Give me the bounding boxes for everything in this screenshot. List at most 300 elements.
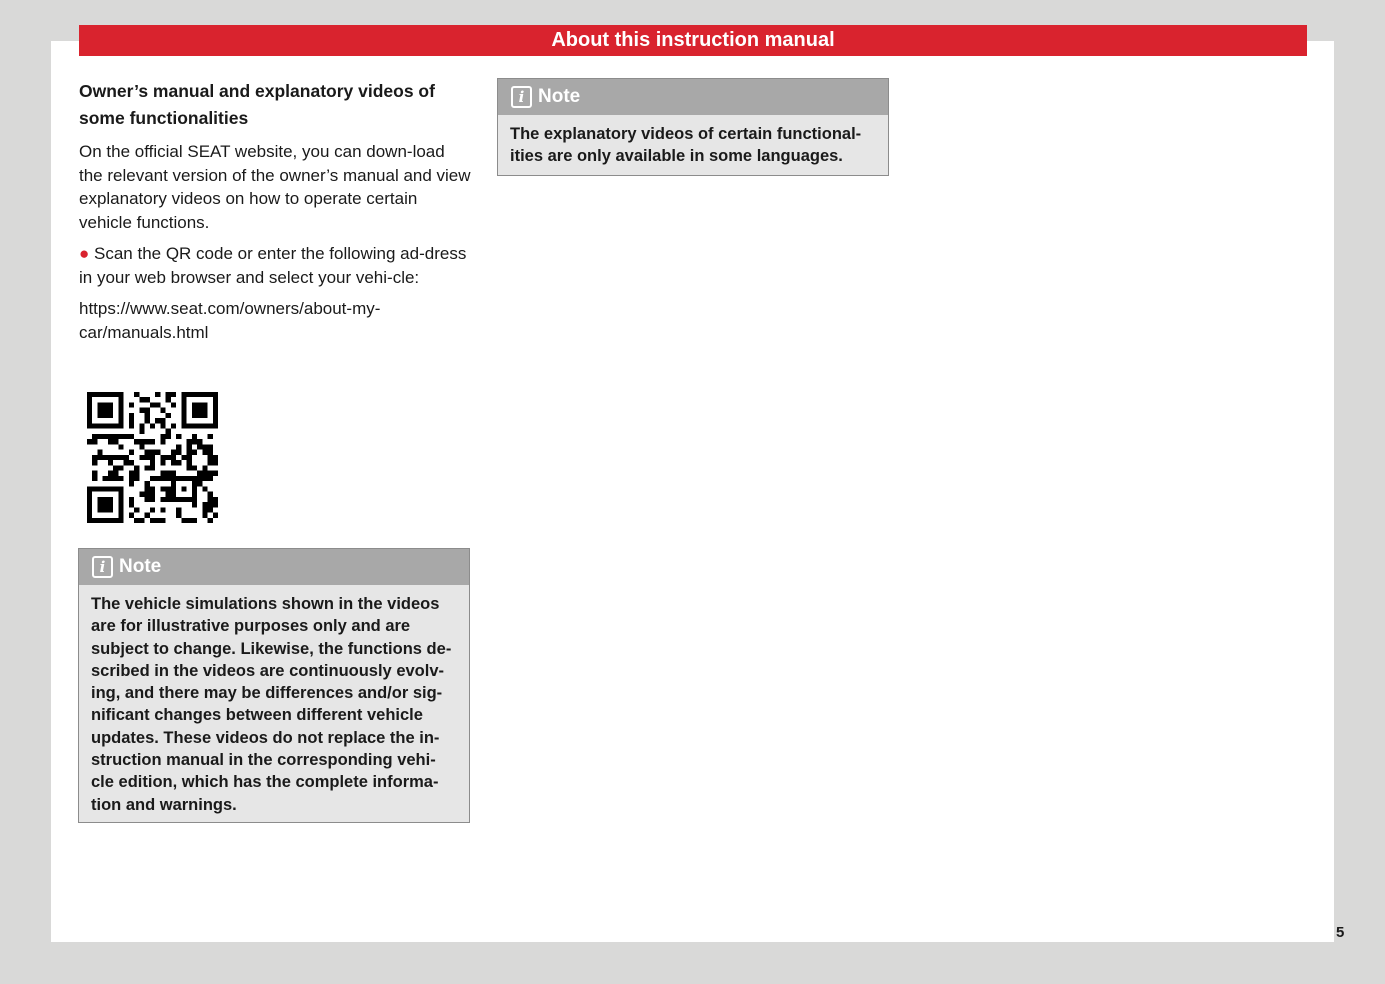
- qr-module: [139, 492, 144, 497]
- qr-module: [202, 465, 207, 470]
- qr-module: [181, 518, 186, 523]
- qr-module: [97, 486, 102, 491]
- bullet-text: Scan the QR code or enter the following ad-dress in your web browser and select your vehi-cle:: [79, 244, 467, 287]
- qr-module: [160, 434, 165, 439]
- qr-module: [139, 444, 144, 449]
- qr-module: [176, 507, 181, 512]
- qr-module: [150, 455, 155, 460]
- qr-module: [150, 476, 155, 481]
- qr-module: [160, 460, 165, 465]
- qr-module: [92, 486, 97, 491]
- qr-module: [171, 455, 176, 460]
- qr-module: [208, 392, 213, 397]
- qr-module: [160, 418, 165, 423]
- qr-module: [187, 450, 192, 455]
- qr-module: [92, 460, 97, 465]
- qr-module: [124, 460, 129, 465]
- qr-module: [129, 434, 134, 439]
- qr-module: [92, 518, 97, 523]
- qr-module: [97, 408, 102, 413]
- qr-module: [155, 402, 160, 407]
- qr-module: [160, 408, 165, 413]
- qr-module: [192, 502, 197, 507]
- qr-module: [92, 423, 97, 428]
- qr-module: [181, 402, 186, 407]
- qr-module: [208, 518, 213, 523]
- qr-module: [134, 465, 139, 470]
- qr-module: [129, 413, 134, 418]
- info-icon: i: [511, 86, 532, 108]
- qr-module: [208, 434, 213, 439]
- qr-module: [108, 413, 113, 418]
- qr-module: [192, 392, 197, 397]
- qr-module: [92, 434, 97, 439]
- qr-module: [187, 455, 192, 460]
- qr-module: [108, 408, 113, 413]
- qr-module: [108, 518, 113, 523]
- qr-module: [166, 486, 171, 491]
- qr-module: [171, 486, 176, 491]
- qr-module: [166, 413, 171, 418]
- qr-module: [103, 413, 108, 418]
- qr-module: [134, 439, 139, 444]
- qr-module: [166, 392, 171, 397]
- qr-module: [134, 507, 139, 512]
- qr-module: [87, 507, 92, 512]
- qr-module: [197, 444, 202, 449]
- qr-module: [87, 397, 92, 402]
- qr-module: [118, 465, 123, 470]
- section-title: Owner’s manual and explanatory videos of some functionalities: [79, 81, 435, 128]
- qr-module: [150, 518, 155, 523]
- qr-module: [118, 455, 123, 460]
- qr-module: [176, 513, 181, 518]
- qr-module: [176, 460, 181, 465]
- qr-module: [108, 455, 113, 460]
- qr-module: [213, 423, 218, 428]
- qr-module: [103, 423, 108, 428]
- qr-module: [166, 471, 171, 476]
- qr-module: [176, 444, 181, 449]
- qr-module: [192, 439, 197, 444]
- qr-module: [202, 392, 207, 397]
- qr-module: [103, 518, 108, 523]
- qr-module: [129, 502, 134, 507]
- qr-module: [208, 455, 213, 460]
- note-title: Note: [538, 86, 581, 107]
- qr-module: [108, 476, 113, 481]
- qr-module: [192, 465, 197, 470]
- qr-module: [171, 460, 176, 465]
- qr-module: [150, 402, 155, 407]
- qr-module: [202, 507, 207, 512]
- qr-module: [192, 497, 197, 502]
- qr-module: [134, 518, 139, 523]
- qr-module: [134, 392, 139, 397]
- qr-module: [150, 486, 155, 491]
- qr-module: [150, 423, 155, 428]
- qr-module: [208, 507, 213, 512]
- qr-module: [97, 434, 102, 439]
- qr-module: [150, 465, 155, 470]
- qr-code: [87, 392, 218, 523]
- qr-module: [97, 413, 102, 418]
- qr-module: [181, 408, 186, 413]
- qr-module: [202, 423, 207, 428]
- page-number: 5: [1336, 924, 1345, 941]
- qr-module: [208, 497, 213, 502]
- qr-module: [176, 434, 181, 439]
- qr-module: [118, 402, 123, 407]
- qr-module: [181, 392, 186, 397]
- qr-module: [192, 492, 197, 497]
- note-text: The explanatory videos of certain functional-ities are only available in some languages.: [510, 125, 862, 166]
- qr-module: [160, 471, 165, 476]
- qr-module: [208, 444, 213, 449]
- qr-module: [176, 450, 181, 455]
- qr-module: [213, 513, 218, 518]
- qr-module: [87, 513, 92, 518]
- qr-module: [166, 476, 171, 481]
- qr-module: [176, 476, 181, 481]
- qr-module: [145, 497, 150, 502]
- qr-module: [129, 460, 134, 465]
- qr-module: [171, 497, 176, 502]
- qr-module: [113, 434, 118, 439]
- qr-module: [108, 507, 113, 512]
- note-header: [498, 79, 888, 115]
- qr-module: [108, 392, 113, 397]
- qr-module: [155, 476, 160, 481]
- qr-module: [129, 476, 134, 481]
- qr-module: [160, 518, 165, 523]
- info-icon: i: [92, 556, 113, 578]
- qr-module: [150, 439, 155, 444]
- qr-module: [87, 492, 92, 497]
- qr-module: [97, 392, 102, 397]
- qr-module: [108, 497, 113, 502]
- qr-module: [113, 476, 118, 481]
- qr-module: [192, 486, 197, 491]
- qr-module: [139, 518, 144, 523]
- qr-module: [150, 460, 155, 465]
- qr-module: [197, 471, 202, 476]
- qr-module: [139, 408, 144, 413]
- qr-module: [160, 486, 165, 491]
- qr-module: [197, 476, 202, 481]
- qr-module: [92, 455, 97, 460]
- qr-module: [129, 450, 134, 455]
- qr-module: [108, 423, 113, 428]
- qr-module: [208, 492, 213, 497]
- qr-module: [87, 423, 92, 428]
- qr-module: [118, 392, 123, 397]
- qr-module: [103, 502, 108, 507]
- qr-module: [113, 486, 118, 491]
- chapter-header: About this instruction manual: [79, 25, 1307, 56]
- qr-module: [129, 423, 134, 428]
- qr-module: [171, 492, 176, 497]
- qr-module: [208, 471, 213, 476]
- qr-module: [97, 402, 102, 407]
- qr-module: [87, 486, 92, 491]
- qr-module: [145, 439, 150, 444]
- qr-module: [92, 439, 97, 444]
- qr-module: [181, 397, 186, 402]
- qr-module: [208, 450, 213, 455]
- qr-module: [171, 402, 176, 407]
- qr-module: [113, 455, 118, 460]
- note-header: [79, 549, 469, 585]
- qr-module: [97, 518, 102, 523]
- qr-module: [150, 450, 155, 455]
- qr-module: [108, 486, 113, 491]
- qr-module: [113, 392, 118, 397]
- qr-module: [171, 471, 176, 476]
- qr-module: [118, 486, 123, 491]
- qr-module: [118, 502, 123, 507]
- qr-module: [139, 439, 144, 444]
- qr-module: [166, 455, 171, 460]
- qr-module: [129, 471, 134, 476]
- intro-paragraph: On the official SEAT website, you can down-load the relevant version of the owner’s manual and view explanatory videos on how to operate certain vehicle functions.: [79, 142, 471, 232]
- qr-module: [118, 518, 123, 523]
- qr-module: [181, 497, 186, 502]
- qr-module: [97, 497, 102, 502]
- qr-module: [181, 413, 186, 418]
- note-box-videos: [78, 548, 470, 823]
- qr-module: [187, 444, 192, 449]
- qr-module: [166, 492, 171, 497]
- qr-module: [181, 476, 186, 481]
- qr-module: [187, 497, 192, 502]
- bullet-paragraph: [79, 242, 471, 289]
- qr-module: [108, 434, 113, 439]
- qr-module: [113, 465, 118, 470]
- qr-module: [197, 439, 202, 444]
- qr-module: [97, 450, 102, 455]
- qr-module: [202, 444, 207, 449]
- qr-module: [187, 518, 192, 523]
- qr-module: [155, 418, 160, 423]
- qr-module: [87, 497, 92, 502]
- qr-module: [160, 439, 165, 444]
- qr-module: [171, 450, 176, 455]
- qr-module: [129, 402, 134, 407]
- qr-module: [197, 408, 202, 413]
- qr-module: [118, 476, 123, 481]
- qr-module: [97, 423, 102, 428]
- note-title: Note: [119, 556, 162, 577]
- qr-module: [150, 492, 155, 497]
- manual-url[interactable]: https://www.seat.com/owners/about-my-car/manuals.html: [79, 299, 381, 342]
- qr-module: [139, 423, 144, 428]
- qr-module: [113, 439, 118, 444]
- qr-module: [192, 402, 197, 407]
- qr-module: [187, 423, 192, 428]
- qr-module: [134, 476, 139, 481]
- qr-module: [181, 455, 186, 460]
- qr-module: [155, 518, 160, 523]
- qr-module: [118, 418, 123, 423]
- qr-module: [92, 471, 97, 476]
- qr-module: [208, 502, 213, 507]
- qr-module: [197, 423, 202, 428]
- qr-module: [145, 455, 150, 460]
- qr-module: [166, 429, 171, 434]
- qr-module: [145, 408, 150, 413]
- qr-module: [129, 418, 134, 423]
- qr-module: [213, 502, 218, 507]
- qr-module: [187, 465, 192, 470]
- qr-module: [197, 402, 202, 407]
- qr-module: [192, 518, 197, 523]
- qr-module: [103, 455, 108, 460]
- qr-module: [87, 402, 92, 407]
- qr-module: [103, 408, 108, 413]
- qr-module: [145, 465, 150, 470]
- qr-module: [181, 486, 186, 491]
- qr-module: [187, 476, 192, 481]
- qr-module: [103, 392, 108, 397]
- qr-module: [139, 397, 144, 402]
- qr-module: [118, 497, 123, 502]
- qr-module: [124, 455, 129, 460]
- qr-module: [87, 439, 92, 444]
- qr-module: [208, 423, 213, 428]
- qr-module: [118, 413, 123, 418]
- qr-module: [197, 413, 202, 418]
- qr-module: [145, 413, 150, 418]
- qr-module: [187, 439, 192, 444]
- qr-module: [87, 413, 92, 418]
- note-text: The vehicle simulations shown in the videos are for illustrative purposes only and are subject to change. Likewise, the functions de-scribed in the videos are continuously evolv-ing, and there may be differences and/or sig-nificant changes between different vehicle updates. These videos do not replace the in-struction manual in the corresponding vehi-cle edition, which has the complete informa-tion and warnings.: [91, 595, 452, 814]
- qr-module: [97, 507, 102, 512]
- qr-module: [87, 418, 92, 423]
- qr-module: [166, 397, 171, 402]
- qr-module: [124, 434, 129, 439]
- qr-module: [202, 486, 207, 491]
- qr-module: [145, 418, 150, 423]
- qr-module: [181, 418, 186, 423]
- qr-module: [118, 397, 123, 402]
- bullet-icon: ●: [79, 244, 90, 263]
- qr-module: [145, 513, 150, 518]
- qr-module: [213, 497, 218, 502]
- qr-module: [139, 455, 144, 460]
- qr-module: [213, 392, 218, 397]
- qr-module: [197, 481, 202, 486]
- qr-module: [118, 513, 123, 518]
- qr-module: [155, 392, 160, 397]
- qr-module: [97, 455, 102, 460]
- qr-module: [192, 413, 197, 418]
- qr-module: [108, 471, 113, 476]
- qr-module: [213, 408, 218, 413]
- qr-module: [192, 450, 197, 455]
- qr-module: [108, 502, 113, 507]
- qr-module: [113, 423, 118, 428]
- qr-module: [166, 434, 171, 439]
- qr-module: [92, 476, 97, 481]
- qr-module: [213, 460, 218, 465]
- qr-module: [103, 402, 108, 407]
- qr-module: [108, 402, 113, 407]
- qr-module: [213, 413, 218, 418]
- qr-module: [202, 471, 207, 476]
- qr-module: [145, 397, 150, 402]
- qr-module: [181, 423, 186, 428]
- qr-module: [202, 513, 207, 518]
- qr-module: [155, 450, 160, 455]
- qr-module: [192, 434, 197, 439]
- qr-module: [160, 423, 165, 428]
- qr-module: [202, 502, 207, 507]
- qr-module: [202, 476, 207, 481]
- qr-module: [160, 455, 165, 460]
- qr-module: [213, 397, 218, 402]
- qr-module: [213, 471, 218, 476]
- qr-module: [176, 497, 181, 502]
- qr-module: [87, 392, 92, 397]
- qr-module: [129, 497, 134, 502]
- qr-module: [192, 476, 197, 481]
- qr-module: [150, 497, 155, 502]
- qr-module: [103, 476, 108, 481]
- qr-module: [118, 408, 123, 413]
- qr-module: [160, 507, 165, 512]
- qr-module: [171, 392, 176, 397]
- qr-module: [103, 497, 108, 502]
- qr-module: [160, 497, 165, 502]
- qr-module: [103, 486, 108, 491]
- qr-module: [118, 444, 123, 449]
- qr-module: [187, 460, 192, 465]
- qr-module: [97, 502, 102, 507]
- qr-module: [166, 497, 171, 502]
- qr-module: [139, 429, 144, 434]
- qr-module: [145, 486, 150, 491]
- qr-module: [129, 513, 134, 518]
- qr-module: [202, 413, 207, 418]
- qr-module: [202, 402, 207, 407]
- qr-module: [145, 450, 150, 455]
- qr-module: [202, 408, 207, 413]
- qr-module: [150, 507, 155, 512]
- qr-module: [108, 460, 113, 465]
- qr-module: [118, 423, 123, 428]
- qr-module: [108, 439, 113, 444]
- qr-module: [118, 434, 123, 439]
- left-column: [79, 78, 471, 344]
- qr-module: [145, 481, 150, 486]
- qr-module: [208, 460, 213, 465]
- qr-module: [192, 423, 197, 428]
- qr-module: [118, 492, 123, 497]
- qr-module: [213, 418, 218, 423]
- qr-module: [171, 481, 176, 486]
- qr-module: [208, 476, 213, 481]
- qr-module: [87, 518, 92, 523]
- qr-module: [192, 408, 197, 413]
- qr-module: [171, 423, 176, 428]
- qr-module: [202, 450, 207, 455]
- qr-module: [213, 455, 218, 460]
- qr-module: [213, 402, 218, 407]
- qr-module: [129, 481, 134, 486]
- qr-module: [113, 471, 118, 476]
- qr-module: [171, 476, 176, 481]
